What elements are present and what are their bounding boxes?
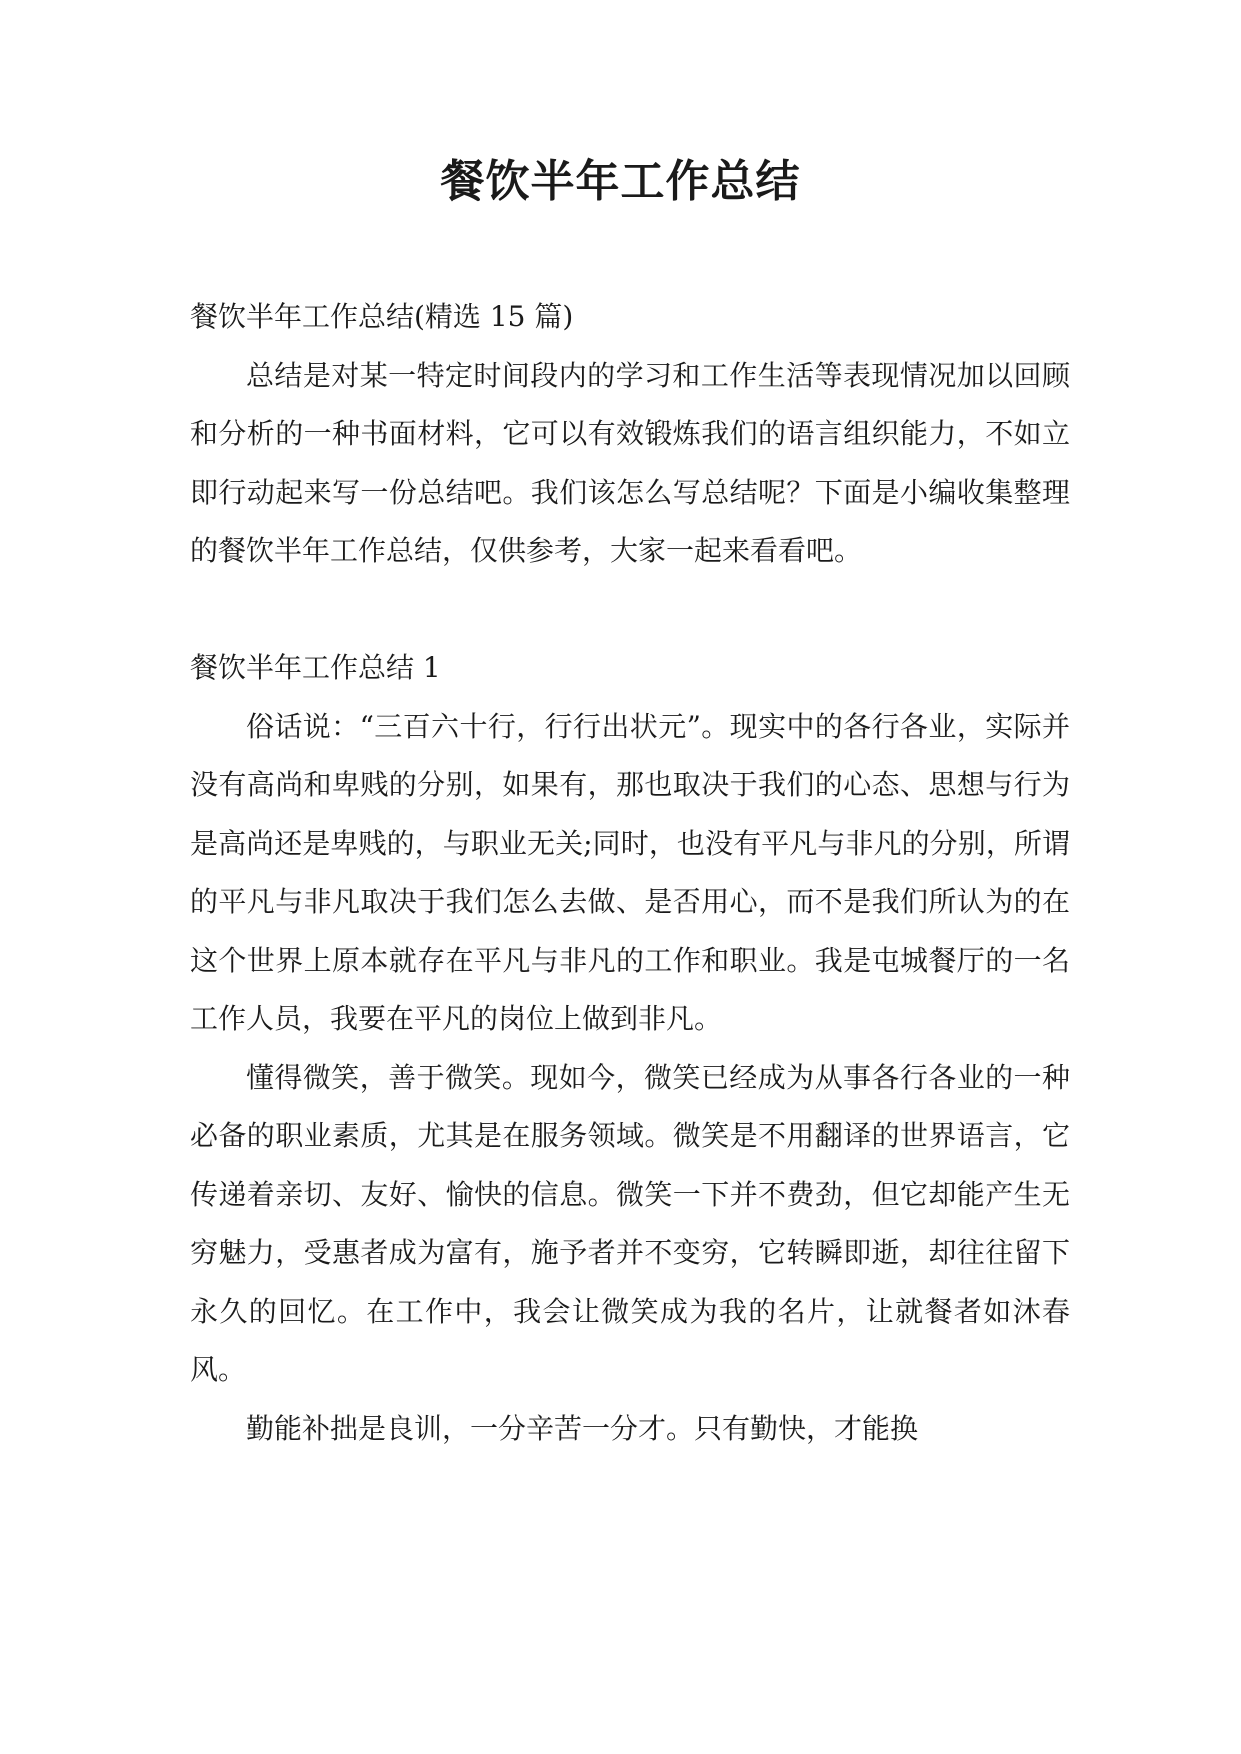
document-subtitle: 餐饮半年工作总结(精选 15 篇) xyxy=(190,300,574,333)
body-paragraph: 勤能补拙是良训，一分辛苦一分才。只有勤快，才能换 xyxy=(246,1411,919,1445)
document-title: 餐饮半年工作总结 xyxy=(440,156,801,207)
section-heading: 餐饮半年工作总结 1 xyxy=(190,651,441,684)
paragraph-spacer xyxy=(190,581,1070,640)
body-paragraph: 俗话说：“三百六十行，行行出状元”。现实中的各行各业，实际并没有高尚和卑贱的分别，如果有，那也取决于我们的心态、思想与行为是高尚还是卑贱的，与职业无关;同时，也没有平凡与非凡的分别，所谓的平凡与非凡取决于我们怎么去做、是否用心，而不是我们所认为的在这个世界上原本就存在平凡与非凡的工作和职业。我是屯城餐厅的一名工作人员，我要在平凡的岗位上做到非凡。 xyxy=(190,709,1070,1035)
intro-paragraph: 总结是对某一特定时间段内的学习和工作生活等表现情况加以回顾和分析的一种书面材料，它可以有效锻炼我们的语言组织能力，不如立即行动起来写一份总结吧。我们该怎么写总结呢？下面是小编收集整理的餐饮半年工作总结，仅供参考，大家一起来看看吧。 xyxy=(190,358,1070,567)
document-body xyxy=(190,288,1070,1458)
body-paragraph: 懂得微笑，善于微笑。现如今，微笑已经成为从事各行各业的一种必备的职业素质，尤其是在服务领域。微笑是不用翻译的世界语言，它传递着亲切、友好、愉快的信息。微笑一下并不费劲，但它却能产生无穷魅力，受惠者成为富有，施予者并不变穷，它转瞬即逝，却往往留下永久的回忆。在工作中，我会让微笑成为我的名片，让就餐者如沐春风。 xyxy=(190,1060,1070,1386)
